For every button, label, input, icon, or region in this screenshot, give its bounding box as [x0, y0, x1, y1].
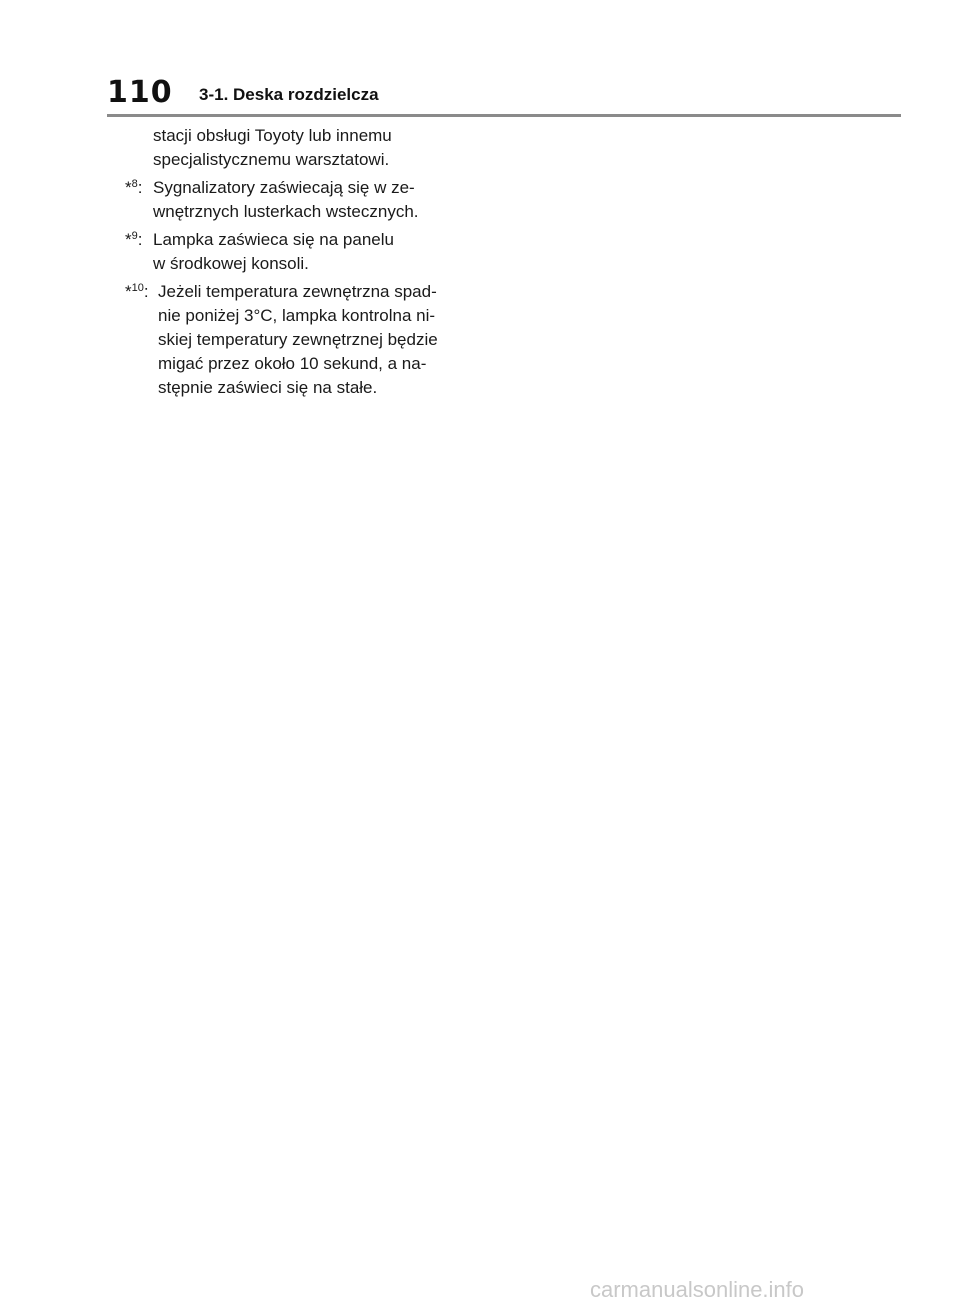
footnote-marker [125, 176, 142, 202]
colon: : [143, 282, 149, 301]
page-number: 110 [107, 75, 173, 110]
footnote-text [125, 176, 485, 224]
continuation-paragraph [125, 124, 485, 172]
footnote-number: 8 [131, 178, 138, 190]
footnote-text [125, 280, 485, 400]
asterisk: * [125, 178, 132, 197]
header-divider [107, 114, 901, 117]
page-content [125, 124, 485, 400]
text-line: wnętrznych lusterkach wstecznych. [153, 202, 419, 221]
footnote-number: 10 [131, 282, 144, 294]
asterisk: * [125, 282, 132, 301]
footnote-9 [125, 228, 485, 276]
footnote-number: 9 [131, 230, 138, 242]
text-line: stacji obsługi Toyoty lub innemu [153, 126, 392, 145]
text-line: Sygnalizatory zaświecają się w ze- [153, 178, 415, 197]
text-line: stępnie zaświeci się na stałe. [158, 378, 378, 397]
asterisk: * [125, 230, 132, 249]
text-line: skiej temperatury zewnętrznej będzie [158, 330, 438, 349]
watermark: carmanualsonline.info [590, 1277, 805, 1302]
text-line: Lampka zaświeca się na panelu [153, 230, 394, 249]
footnote-10 [125, 280, 485, 400]
colon: : [137, 178, 143, 197]
section-title: 3-1. Deska rozdzielcza [199, 85, 379, 104]
text-line: nie poniżej 3°C, lampka kontrolna ni- [158, 306, 436, 325]
footnote-text [125, 228, 485, 276]
colon: : [137, 230, 143, 249]
text-line: specjalistycznemu warsztatowi. [153, 150, 390, 169]
page-header [0, 0, 960, 120]
text-line: Jeżeli temperatura zewnętrzna spad- [158, 282, 437, 301]
text-line: migać przez około 10 sekund, a na- [158, 354, 427, 373]
footnote-marker [125, 280, 149, 306]
text-line: w środkowej konsoli. [153, 254, 309, 273]
footnote-marker [125, 228, 142, 254]
footnote-8 [125, 176, 485, 224]
